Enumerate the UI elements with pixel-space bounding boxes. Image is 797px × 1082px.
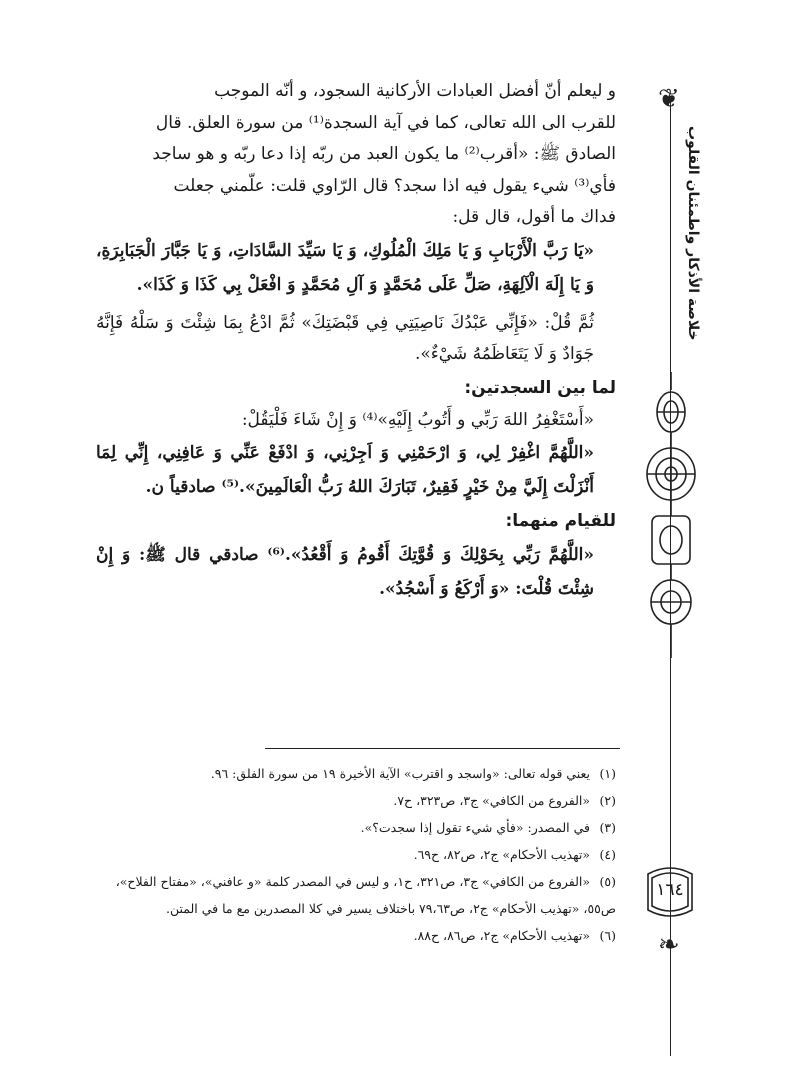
footnote: (١) يعني قوله تعالى: «واسجد و اقترب» الآية الأخيرة ١٩ من سورة الفلق: ٩٦. (210, 766, 616, 781)
section-heading: للقيام منهما: (505, 511, 616, 531)
supplication-text: «اللَّهُمَّ رَبِّي بِحَوْلِكَ وَ قُوَّتِكَ أَقُومُ وَ أَقْعُدُ».⁽⁶⁾ صادقي قال ﷺ: وَ إِنْ شِئْتَ قُلْتَ: «وَ أَرْكَعُ وَ أَسْجُدُ». (96, 545, 594, 599)
running-title: خلاصة الأذكار واطمئنان القلوب (685, 125, 701, 341)
supplication-text: «اللَّهُمَّ اغْفِرْ لِي، وَ ارْحَمْنِي وَ اَجِرْنِي، وَ ادْفَعْ عَنِّي وَ عَافِنِي، إِنِّي لِمَا أَنْزَلْتَ إِلَيَّ مِنْ خَيْرٍ فَقِيرٌ، تَبَارَكَ اللهُ رَبُّ الْعَالَمِينَ».⁽⁵⁾ صادقياً ن. (96, 443, 594, 497)
paragraph-line: فأي⁽³⁾ شيء يقول فيه اذا سجد؟ قال الرّاوي قلت: علّمني جعلت (173, 175, 616, 196)
footnote: (٥) «الفروع من الكافي» ج٣، ص٣٢١، ح١، و ليس في المصدر كلمة «و عافني»، «مفتاح الفلاح»، ص٥٥، «تهذيب الأحكام» ج٢، ص٧٩،٦٣ باختلاف يسير في كلا المصدرين مع ما في المتن. (115, 874, 616, 916)
footnotes (96, 760, 616, 949)
footnote-separator (265, 748, 620, 749)
section-heading: لما بين السجدتين: (464, 377, 616, 398)
paragraph: «أَسْتَغْفِرُ اللهَ رَبِّي و أَتُوبُ إِلَيْهِ»⁽⁴⁾ وَ إِنْ شَاءَ فَلْيَقُلْ: (241, 409, 594, 430)
main-text (96, 76, 616, 606)
footnote: (٣) في المصدر: «فأي شيء تقول إذا سجدت؟». (360, 820, 616, 835)
paragraph-line: فداك ما أقول، قال قل: (452, 207, 616, 227)
paragraph-line: للقرب الى الله تعالى، كما في آية السجدة⁽¹⁾ من سورة العلق. قال (155, 112, 616, 133)
bottom-flourish-icon: ❧ (658, 930, 680, 960)
footnote: (٤) «تهذيب الأحكام» ج٢، ص٨٢، ح٦٩. (413, 847, 616, 862)
paragraph-line: و ليعلم أنّ أفضل العبادات الأركانية السجود، و أنّه الموجب (214, 81, 616, 101)
footnote: (٢) «الفروع من الكافي» ج٣، ص٣٢٣، ح٧. (393, 793, 616, 808)
top-flourish-icon: ❦ (658, 84, 680, 114)
ornament-column-icon (640, 370, 702, 660)
supplication-text: «يَا رَبَّ الْأَرْبَابِ وَ يَا مَلِكَ الْمُلُوكِ، وَ يَا سَيِّدَ السَّادَاتِ، وَ يَا جَبَّارَ الْجَبَابِرَةِ، وَ يَا إِلَهَ الْآلِهَةِ، صَلِّ عَلَى مُحَمَّدٍ وَ آلِ مُحَمَّدٍ وَ افْعَلْ بِي كَذَا وَ كَذَا». (96, 240, 594, 295)
page-number: ١٦٤ (656, 880, 684, 900)
paragraph-line: الصادق ﷺ: «أقرب⁽²⁾ ما يكون العبد من ربّه إذا دعا ربّه و هو ساجد (152, 144, 616, 164)
footnote: (٦) «تهذيب الأحكام» ج٢، ص٨٦، ح٨٨. (413, 928, 616, 943)
paragraph: ثُمَّ قُلْ: «فَإِنِّي عَبْدُكَ نَاصِيَتِي فِي قَبْضَتِكَ» ثُمَّ ادْعُ بِمَا شِئْتَ وَ سَلْهُ فَإِنَّهُ جَوَادٌ وَ لَا يَتَعَاظَمُهُ شَيْءٌ». (96, 312, 594, 364)
